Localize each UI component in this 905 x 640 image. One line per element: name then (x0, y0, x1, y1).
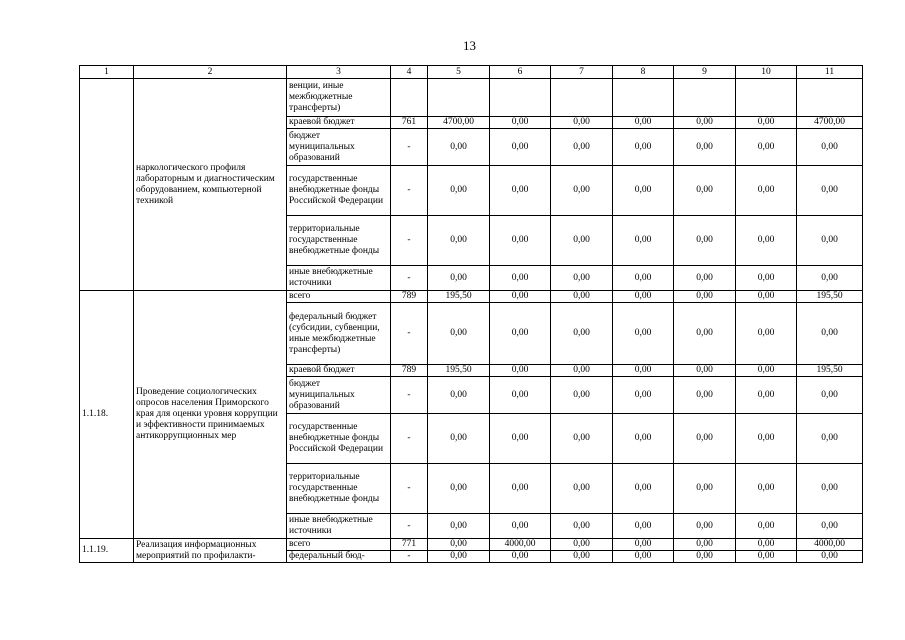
amount-cell: 0,00 (428, 414, 490, 464)
amount-cell: 4000,00 (797, 539, 863, 551)
funding-source: венции, иные межбюджетные трансферты) (287, 79, 391, 117)
amount-cell: 0,00 (797, 129, 863, 166)
amount-cell: 0,00 (490, 551, 551, 563)
amount-cell: 0,00 (736, 551, 797, 563)
column-header: 2 (134, 66, 287, 79)
funding-source: территориальные государственные внебюджетные фонды (287, 464, 391, 514)
amount-cell: 0,00 (428, 514, 490, 539)
amount-cell: 0,00 (797, 514, 863, 539)
amount-cell: 0,00 (490, 291, 551, 303)
amount-cell: 0,00 (736, 514, 797, 539)
amount-cell: 0,00 (797, 551, 863, 563)
amount-cell: 0,00 (551, 464, 613, 514)
budget-code-cell: 789 (391, 291, 428, 303)
funding-source: краевой бюджет (287, 117, 391, 129)
amount-cell: 0,00 (674, 377, 736, 414)
page-number: 13 (463, 38, 476, 53)
column-header: 11 (797, 66, 863, 79)
amount-cell: 0,00 (613, 551, 674, 563)
table-row (80, 539, 863, 551)
amount-cell: 0,00 (490, 414, 551, 464)
funding-source: бюджет муниципальных образований (287, 129, 391, 166)
amount-cell (613, 79, 674, 117)
column-header: 1 (80, 66, 134, 79)
amount-cell: 0,00 (613, 129, 674, 166)
funding-source: иные внебюджетные источники (287, 514, 391, 539)
amount-cell: 0,00 (736, 464, 797, 514)
amount-cell: 0,00 (736, 365, 797, 377)
amount-cell: 0,00 (613, 117, 674, 129)
budget-code-cell: - (391, 216, 428, 266)
amount-cell: 0,00 (490, 514, 551, 539)
amount-cell (797, 79, 863, 117)
budget-code-cell: 771 (391, 539, 428, 551)
amount-cell: 0,00 (490, 166, 551, 216)
amount-cell: 0,00 (613, 514, 674, 539)
amount-cell: 195,50 (428, 365, 490, 377)
amount-cell (490, 79, 551, 117)
amount-cell: 0,00 (613, 464, 674, 514)
budget-code-cell: - (391, 266, 428, 291)
amount-cell: 0,00 (490, 216, 551, 266)
budget-code-cell: - (391, 414, 428, 464)
amount-cell (428, 79, 490, 117)
funding-source: всего (287, 539, 391, 551)
item-name: наркологического профиля лабораторным и диагностическим оборудованием, компьютерной техникой (134, 79, 287, 291)
item-code: 1.1.19. (80, 539, 134, 563)
amount-cell: 0,00 (613, 266, 674, 291)
amount-cell: 0,00 (674, 539, 736, 551)
amount-cell: 0,00 (428, 216, 490, 266)
table-row (80, 291, 863, 303)
amount-cell: 0,00 (736, 216, 797, 266)
funding-source: государственные внебюджетные фонды Российской Федерации (287, 414, 391, 464)
amount-cell: 0,00 (428, 377, 490, 414)
amount-cell: 0,00 (736, 117, 797, 129)
amount-cell: 0,00 (551, 365, 613, 377)
amount-cell: 0,00 (797, 266, 863, 291)
amount-cell: 0,00 (736, 303, 797, 365)
amount-cell: 0,00 (490, 464, 551, 514)
budget-code-cell: 761 (391, 117, 428, 129)
amount-cell: 0,00 (674, 216, 736, 266)
column-header: 6 (490, 66, 551, 79)
funding-source: иные внебюджетные источники (287, 266, 391, 291)
budget-code-cell: - (391, 303, 428, 365)
amount-cell: 0,00 (674, 414, 736, 464)
amount-cell: 0,00 (736, 166, 797, 216)
amount-cell: 0,00 (490, 266, 551, 291)
budget-code-cell: 789 (391, 365, 428, 377)
amount-cell: 0,00 (428, 166, 490, 216)
amount-cell: 0,00 (551, 377, 613, 414)
funding-source: бюджет муниципальных образований (287, 377, 391, 414)
amount-cell (736, 79, 797, 117)
funding-source: федеральный бюд- (287, 551, 391, 563)
table-row (80, 79, 863, 117)
amount-cell: 0,00 (613, 414, 674, 464)
amount-cell: 0,00 (736, 266, 797, 291)
amount-cell: 0,00 (613, 303, 674, 365)
amount-cell: 0,00 (736, 539, 797, 551)
amount-cell: 0,00 (674, 514, 736, 539)
amount-cell: 0,00 (674, 266, 736, 291)
budget-code-cell: - (391, 551, 428, 563)
amount-cell: 0,00 (674, 551, 736, 563)
column-number-row (80, 66, 863, 79)
amount-cell: 0,00 (797, 414, 863, 464)
column-header: 8 (613, 66, 674, 79)
budget-code-cell: - (391, 514, 428, 539)
amount-cell: 0,00 (551, 291, 613, 303)
amount-cell: 0,00 (797, 377, 863, 414)
amount-cell: 195,50 (797, 365, 863, 377)
amount-cell: 0,00 (428, 266, 490, 291)
amount-cell: 4700,00 (428, 117, 490, 129)
budget-code-cell: - (391, 377, 428, 414)
amount-cell: 0,00 (428, 539, 490, 551)
funding-source: государственные внебюджетные фонды Российской Федерации (287, 166, 391, 216)
amount-cell: 0,00 (674, 117, 736, 129)
item-code (80, 79, 134, 291)
amount-cell: 0,00 (428, 129, 490, 166)
item-name: Проведение социологических опросов населения Приморского края для оценки уровня коррупции и эффективности принимаемых антикоррупционных мер (134, 291, 287, 539)
amount-cell: 0,00 (551, 117, 613, 129)
amount-cell: 0,00 (736, 129, 797, 166)
budget-code-cell: - (391, 166, 428, 216)
budget-code-cell (391, 79, 428, 117)
column-header: 10 (736, 66, 797, 79)
amount-cell: 0,00 (551, 216, 613, 266)
amount-cell: 0,00 (674, 365, 736, 377)
amount-cell: 0,00 (613, 166, 674, 216)
amount-cell: 0,00 (490, 129, 551, 166)
amount-cell: 0,00 (797, 166, 863, 216)
amount-cell: 0,00 (551, 551, 613, 563)
amount-cell: 0,00 (613, 365, 674, 377)
budget-code-cell: - (391, 129, 428, 166)
amount-cell: 0,00 (490, 365, 551, 377)
amount-cell: 4000,00 (490, 539, 551, 551)
amount-cell: 195,50 (428, 291, 490, 303)
amount-cell: 0,00 (797, 303, 863, 365)
amount-cell: 0,00 (551, 303, 613, 365)
amount-cell (674, 79, 736, 117)
amount-cell: 0,00 (674, 291, 736, 303)
amount-cell: 0,00 (613, 539, 674, 551)
amount-cell: 0,00 (551, 414, 613, 464)
column-header: 9 (674, 66, 736, 79)
amount-cell: 0,00 (674, 166, 736, 216)
amount-cell: 0,00 (674, 303, 736, 365)
funding-source: территориальные государственные внебюджетные фонды (287, 216, 391, 266)
amount-cell: 0,00 (490, 377, 551, 414)
amount-cell: 0,00 (674, 129, 736, 166)
amount-cell: 0,00 (428, 551, 490, 563)
amount-cell: 0,00 (490, 303, 551, 365)
amount-cell: 0,00 (736, 291, 797, 303)
item-code: 1.1.18. (80, 291, 134, 539)
column-header: 4 (391, 66, 428, 79)
amount-cell: 0,00 (428, 464, 490, 514)
amount-cell: 0,00 (551, 539, 613, 551)
amount-cell: 0,00 (797, 216, 863, 266)
amount-cell: 0,00 (674, 464, 736, 514)
item-name: Реализация информационных мероприятий по профилакти- (134, 539, 287, 563)
amount-cell: 0,00 (428, 303, 490, 365)
amount-cell: 0,00 (551, 166, 613, 216)
amount-cell: 0,00 (613, 216, 674, 266)
amount-cell: 0,00 (551, 266, 613, 291)
amount-cell: 0,00 (490, 117, 551, 129)
column-header: 7 (551, 66, 613, 79)
amount-cell: 0,00 (551, 514, 613, 539)
column-header: 5 (428, 66, 490, 79)
amount-cell: 195,50 (797, 291, 863, 303)
amount-cell: 0,00 (736, 377, 797, 414)
funding-source: федеральный бюджет (субсидии, субвенции, иные межбюджетные трансферты) (287, 303, 391, 365)
funding-source: краевой бюджет (287, 365, 391, 377)
budget-code-cell: - (391, 464, 428, 514)
amount-cell: 0,00 (613, 291, 674, 303)
amount-cell: 4700,00 (797, 117, 863, 129)
funding-source: всего (287, 291, 391, 303)
amount-cell: 0,00 (797, 464, 863, 514)
amount-cell (551, 79, 613, 117)
amount-cell: 0,00 (613, 377, 674, 414)
budget-table (79, 65, 863, 563)
column-header: 3 (287, 66, 391, 79)
amount-cell: 0,00 (551, 129, 613, 166)
amount-cell: 0,00 (736, 414, 797, 464)
